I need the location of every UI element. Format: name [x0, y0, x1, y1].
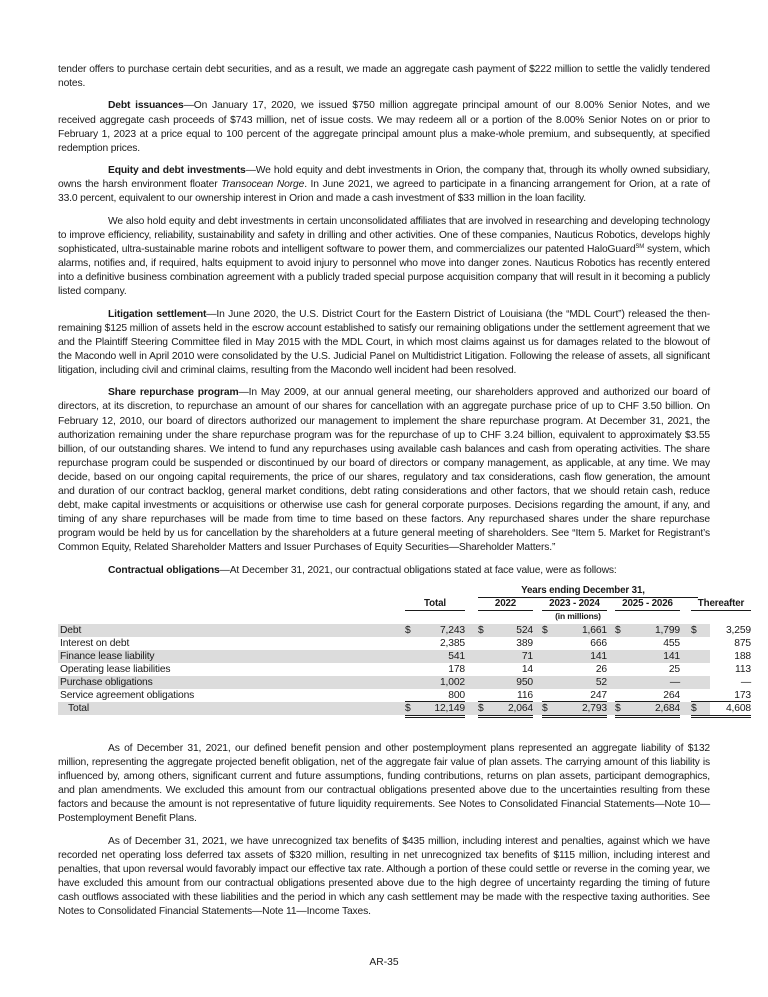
- table-cell: [542, 650, 607, 663]
- group-header-text: Years ending December 31,: [521, 584, 645, 596]
- paragraph-equity-debt-investments: [58, 164, 710, 206]
- cell-value: 26: [595, 663, 607, 675]
- table-cell: [691, 702, 751, 718]
- table-cell: [478, 702, 533, 718]
- paragraph-tender-offers: tender offers to purchase certain debt securities, and as a result, we made an aggregate cash payment of $222 million to settle the validly tendered notes.: [58, 64, 710, 90]
- table-cell: [405, 637, 465, 650]
- currency-symbol: $: [691, 702, 697, 714]
- cell-value: 247: [590, 689, 607, 701]
- cell-value: 1,002: [439, 676, 465, 688]
- table-cell: [542, 637, 607, 650]
- body-equity-a: —We hold equity and debt investments in Orion, the company that, through its wholly owned subsidiary, owns the harsh environment floater: [58, 165, 710, 191]
- table-row: [58, 676, 751, 689]
- body-equity-b: . In June 2021, we agreed to participate in a financing arrangement for Orion, at a rate of 33.0 percent, equivalent to our ownership interest in Orion and made a cash investment of $33 million in the loan facility.: [58, 179, 711, 205]
- table-cell: [615, 637, 680, 650]
- table-cell: [405, 702, 465, 718]
- row-label: Operating lease liabilities: [60, 663, 171, 675]
- table-row: [58, 663, 751, 676]
- body-debt-issuances: —On January 17, 2020, we issued $750 million aggregate principal amount of our 8.00% Senior Notes, and we received aggregate cash proceeds of $743 million, net of issue costs. We may redeem all or a portion of the 8.00% Senior Notes on or prior to February 1, 2023 at a price equal to 100 percent of the aggregate principal amount plus a make-whole premium, and subsequently, at specified redemption prices.: [58, 100, 710, 154]
- column-header: 2025 - 2026: [615, 598, 680, 611]
- body-litigation: —In June 2020, the U.S. District Court for the Eastern District of Louisiana (the “MDL Court”) released the then-remaining $125 million of assets held in the escrow account established to satisfy our remaining obligations under the settlement agreement that we and the Plaintiff Steering Committee filed in May 2015 with the MDL Court, in which most claims against us for damages related to the blowout of the Macondo well in April 2010 were consolidated by the U.S. Judicial Panel on Multidistrict Litigation. Following the release of assets, all significant litigation, including civil and criminal claims, resulting from the Macondo well incident had been resolved.: [58, 308, 710, 376]
- table-row: [58, 689, 751, 702]
- cell-value: —: [740, 676, 751, 688]
- currency-symbol: $: [542, 624, 548, 636]
- paragraph-nauticus: [58, 215, 710, 300]
- cell-value: 113: [735, 663, 751, 675]
- table-cell: [478, 624, 533, 637]
- table-cell: [542, 702, 607, 718]
- table-cell: [615, 676, 680, 689]
- contractual-obligations-table: [58, 584, 751, 728]
- cell-value: 173: [734, 689, 751, 701]
- cell-value: 264: [663, 689, 680, 701]
- body-nauticus-b: system, which alarms, notifies and, if required, halts equipment to avoid injury to personnel who move into danger zones. Nauticus Robotics has recently entered into a definitive business combination agreement with a publicly traded special purpose acquisition company that will result in it becoming a publicly listed company.: [58, 243, 710, 298]
- cell-value: 116: [517, 689, 533, 701]
- page-number: AR-35: [369, 957, 399, 968]
- table-group-header: [468, 584, 698, 598]
- table-row: [58, 650, 751, 663]
- table-cell: [478, 650, 533, 663]
- cell-value: 7,243: [439, 624, 465, 636]
- cell-value: 950: [516, 676, 533, 688]
- currency-symbol: $: [615, 624, 621, 636]
- table-body: [58, 624, 751, 715]
- table-cell: [691, 676, 751, 689]
- paragraph-tax: As of December 31, 2021, we have unrecognized tax benefits of $435 million, including interest and penalties, against which we have recorded net operating loss deferred tax assets of $320 million, resulting in net unrecognized tax benefits of $115 million, including interest and penalties, that upon reversal would favorably impact our effective tax rate. Although a portion of these could settle or reverse in the coming year, we have excluded this amount from our contractual obligations presented above due to the high degree of uncertainty regarding the timing of future cash outflows associated with these liabilities and the period in which any cash settlement may be made with the respective taxing authorities. See Notes to Consolidated Financial Statements—Note 11—Income Taxes.: [58, 835, 710, 918]
- table-cell: [691, 663, 751, 676]
- table-cell: [542, 689, 607, 702]
- service-mark: SM: [635, 243, 645, 250]
- currency-symbol: $: [405, 702, 411, 714]
- table-cell: [478, 637, 533, 650]
- table-row: [58, 637, 751, 650]
- heading-equity-debt-investments: Equity and debt investments: [108, 165, 246, 177]
- table-cell: [542, 676, 607, 689]
- cell-value: 455: [663, 637, 680, 649]
- row-label: Interest on debt: [60, 637, 130, 649]
- cell-value: 541: [448, 650, 465, 662]
- document-page: [58, 0, 751, 919]
- row-label: Debt: [60, 624, 82, 636]
- table-cell: [615, 650, 680, 663]
- table-cell: [615, 689, 680, 702]
- currency-symbol: $: [542, 702, 548, 714]
- table-cell: [405, 676, 465, 689]
- cell-value: 2,385: [439, 637, 465, 649]
- cell-value: 666: [590, 637, 607, 649]
- table-total-row: [58, 702, 751, 715]
- cell-value: 178: [448, 663, 465, 675]
- body-nauticus-a: We also hold equity and debt investments in certain unconsolidated affiliates that are involved in researching and developing technology to improve efficiency, reliability, sustainability and safety in drilling and other activities. One of these companies, Nauticus Robotics, develops highly sophisticated, ultra-sustainable marine robots and intelligent software to power them, and commercializes our patented HaloGuard: [58, 215, 710, 255]
- body-contractual: —At December 31, 2021, our contractual obligations stated at face value, were as follows:: [219, 564, 617, 576]
- currency-symbol: $: [405, 624, 411, 636]
- table-cell: [691, 689, 751, 702]
- cell-value: 2,064: [507, 702, 533, 714]
- currency-symbol: $: [478, 624, 484, 636]
- row-label: Finance lease liability: [60, 650, 155, 662]
- table-cell: [405, 624, 465, 637]
- cell-value: 12,149: [434, 702, 465, 714]
- table-cell: [691, 624, 751, 637]
- cell-value: 141: [663, 650, 680, 662]
- heading-litigation-settlement: Litigation settlement: [108, 308, 207, 320]
- cell-value: 141: [590, 650, 607, 662]
- cell-value: 524: [516, 624, 533, 636]
- cell-value: 875: [734, 637, 751, 649]
- column-header: Total: [405, 598, 465, 611]
- row-label: Service agreement obligations: [60, 689, 195, 701]
- heading-debt-issuances: Debt issuances: [108, 100, 184, 112]
- column-header: Thereafter: [691, 598, 751, 611]
- currency-symbol: $: [691, 624, 697, 636]
- row-label: Purchase obligations: [60, 676, 153, 688]
- table-units: (in millions): [555, 610, 601, 621]
- table-cell: [405, 663, 465, 676]
- cell-value: 389: [516, 637, 533, 649]
- table-cell: [478, 676, 533, 689]
- paragraph-pension: As of December 31, 2021, our defined benefit pension and other postemployment plans represented an aggregate liability of $132 million, representing the aggregate projected benefit obligation, net of the aggregate fair value of plan assets. The carrying amount of this liability is influenced by, among others, significant current and future assumptions, funding contributions, returns on plan assets, participant demographics, and plan amendments. We excluded this amount from our contractual obligations presented above due to the uncertainties resulting from these factors and because the amount is not representative of future liquidity requirements. See Notes to Consolidated Financial Statements—Note 10—Postemployment Benefit Plans.: [58, 742, 710, 825]
- table-cell: [615, 624, 680, 637]
- cell-value: 14: [521, 663, 533, 675]
- row-label: Total: [68, 702, 89, 714]
- cell-value: —: [669, 676, 680, 688]
- cell-value: 188: [734, 650, 751, 662]
- vessel-name: Transocean Norge: [221, 179, 305, 191]
- cell-value: 3,259: [725, 624, 751, 636]
- table-cell: [405, 689, 465, 702]
- heading-contractual-obligations: Contractual obligations: [108, 564, 220, 576]
- currency-symbol: $: [478, 702, 484, 714]
- table-cell: [405, 650, 465, 663]
- cell-value: 25: [668, 663, 680, 675]
- table-cell: [691, 650, 751, 663]
- table-cell: [542, 624, 607, 637]
- cell-value: 4,608: [725, 702, 751, 714]
- body-share-repurchase: —In May 2009, at our annual general meeting, our shareholders approved and authorized our board of directors, at its discretion, to repurchase an amount of our shares for cancellation with an aggregate purchase price of up to CHF 3.50 billion. On February 12, 2010, our board of directors authorized our management to implement the share repurchase program. At December 31, 2021, the authorization remaining under the share repurchase program was for the repurchase of up to CHF 3.24 billion, equivalent to approximately $3.55 billion, of our outstanding shares. We intend to fund any repurchases using available cash balances and cash from operating activities. The share repurchase program could be suspended or discontinued by our board of directors or company management, as applicable, at any time. We may decide, based on our ongoing capital requirements, the price of our shares, regulatory and tax considerations, cash flow generation, the amount and duration of our contract backlog, general market conditions, debt rating considerations and other factors, that we should retain cash, reduce debt, make capital investments or acquisitions or otherwise use cash for general corporate purposes. Decisions regarding the amount, if any, and timing of any share repurchases will be made from time to time based on these factors. Any repurchased shares under the share repurchase program would be held by us for cancellation by the shareholders at a future general meeting of shareholders. See “Item 5. Market for Registrant’s Common Equity, Related Shareholder Matters and Issuer Purchases of Equity Securities—Shareholder Matters.”: [58, 387, 710, 554]
- cell-value: 800: [448, 689, 465, 701]
- cell-value: 2,684: [654, 702, 680, 714]
- column-header: 2023 - 2024: [542, 598, 607, 611]
- column-header: 2022: [478, 598, 533, 611]
- cell-value: 2,793: [581, 702, 607, 714]
- table-cell: [478, 663, 533, 676]
- table-cell: [542, 663, 607, 676]
- table-cell: [615, 702, 680, 718]
- table-cell: [691, 637, 751, 650]
- paragraph-litigation-settlement: [58, 308, 710, 378]
- heading-share-repurchase: Share repurchase program: [108, 387, 239, 399]
- paragraph-contractual-obligations: [58, 564, 710, 578]
- currency-symbol: $: [615, 702, 621, 714]
- table-cell: [478, 689, 533, 702]
- paragraph-share-repurchase: [58, 386, 710, 555]
- cell-value: 71: [521, 650, 533, 662]
- paragraph-debt-issuances: [58, 99, 710, 155]
- table-row: [58, 624, 751, 637]
- cell-value: 1,661: [581, 624, 607, 636]
- cell-value: 52: [595, 676, 607, 688]
- table-cell: [615, 663, 680, 676]
- cell-value: 1,799: [654, 624, 680, 636]
